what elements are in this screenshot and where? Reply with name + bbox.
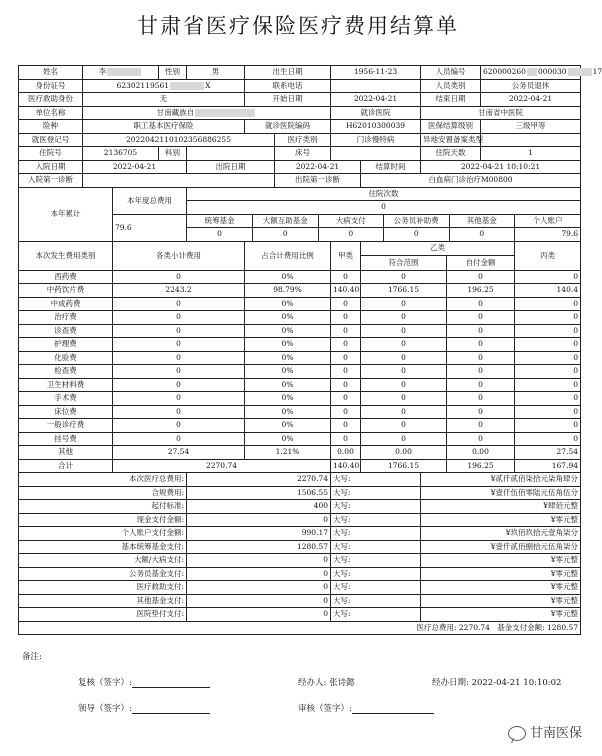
table-row	[19, 311, 581, 325]
fund-header: 大病支付	[318, 215, 384, 228]
table-row	[19, 513, 581, 527]
summary-label: 起付标准:	[19, 500, 187, 514]
fee-name: 护理费	[19, 338, 113, 352]
fee-ratio: 1.21%	[245, 446, 331, 460]
document-title: 甘肃省医疗保险医疗费用结算单	[137, 14, 459, 38]
cell-label: 出生日期	[245, 66, 331, 80]
table-row	[19, 446, 581, 460]
fee-subtotal: 0	[113, 392, 245, 406]
fee-ratio: 0%	[245, 351, 331, 365]
fee-yi-self: 0	[447, 351, 515, 365]
cell-label: 异地安置备案类型	[421, 133, 481, 147]
fee-subtotal: 0	[113, 311, 245, 325]
table-row	[19, 120, 581, 134]
summary-value: 2270.74	[187, 473, 331, 487]
fee-jia: 0	[331, 351, 361, 365]
fee-ratio: 0%	[245, 419, 331, 433]
summary-upper-value: ¥零元整	[421, 581, 581, 595]
diag-out-value: 白血病门诊治疗M00800	[361, 174, 581, 188]
summary-upper-label: 大写:	[331, 594, 421, 608]
table-row	[19, 405, 581, 419]
fund-value: 0	[449, 228, 515, 241]
fee-bing: 0	[515, 419, 581, 433]
cell-label: 医保结算级别	[421, 120, 481, 134]
cell-label: 单位名称	[19, 106, 83, 120]
summary-label: 医疗救助支付:	[19, 581, 187, 595]
phone-value	[331, 79, 421, 93]
table-row	[19, 297, 581, 311]
bottom-total-line: 医疗总费用: 2270.74 基金支付金额: 1280.57	[19, 621, 581, 635]
summary-upper-label: 大写:	[331, 500, 421, 514]
fee-yi-self: 0	[447, 392, 515, 406]
fee-name: 其他	[19, 446, 113, 460]
fee-ratio: 0%	[245, 378, 331, 392]
cell-label: 床号	[275, 147, 331, 161]
fee-name: 卫生材料费	[19, 378, 113, 392]
med-type-value: 门诊慢特病	[331, 133, 421, 147]
summary-value: 0	[187, 594, 331, 608]
summary-upper-value: ¥壹仟伍佰零陆元伍角伍分	[421, 486, 581, 500]
cell-label: 出院日期	[187, 160, 275, 174]
table-row	[19, 567, 581, 581]
annual-funds-values	[187, 228, 580, 241]
fee-header-category: 本次发生费用类别	[19, 241, 113, 270]
table-row	[19, 284, 581, 298]
summary-label: 医院垫付支付:	[19, 608, 187, 622]
summary-upper-label: 大写:	[331, 554, 421, 568]
fee-yi-in: 1766.15	[361, 284, 447, 298]
table-row	[19, 419, 581, 433]
cell-label: 险种	[19, 120, 83, 134]
table-row	[19, 378, 581, 392]
summary-upper-value: ¥肆佰元整	[421, 500, 581, 514]
summary-upper-value: ¥零元整	[421, 554, 581, 568]
fee-jia: 0	[331, 311, 361, 325]
fee-jia: 0	[331, 365, 361, 379]
fee-ratio: 0%	[245, 270, 331, 284]
hosp-code-value: H62010300039	[331, 120, 421, 134]
fee-subtotal: 0	[113, 378, 245, 392]
fee-yi-in: 0	[361, 392, 447, 406]
remark-label: 备注:	[22, 652, 42, 662]
cell-label: 入院第一诊断	[19, 174, 83, 188]
remote-value	[481, 133, 581, 147]
fee-header-yi-in: 符合范围	[361, 256, 447, 271]
cell-label: 身份证号	[19, 79, 83, 93]
fee-ratio: 0%	[245, 405, 331, 419]
summary-label: 公务员基金支付:	[19, 567, 187, 581]
summary-value: 400	[187, 500, 331, 514]
summary-upper-label: 大写:	[331, 540, 421, 554]
end-value: 2022-04-21	[481, 93, 581, 107]
cell-label: 科别	[159, 147, 187, 161]
handle-date: 经办日期: 2022-04-21 10:10:02	[432, 678, 562, 688]
summary-label: 合规费用:	[19, 486, 187, 500]
summary-upper-label: 大写:	[331, 581, 421, 595]
fee-ratio: 0%	[245, 338, 331, 352]
fee-total-yi-in: 1766.15	[361, 459, 447, 473]
fee-name: 床位费	[19, 405, 113, 419]
cell-label: 入院日期	[19, 160, 83, 174]
table-row	[19, 106, 581, 120]
table-row	[19, 608, 581, 622]
fee-name: 治疗费	[19, 311, 113, 325]
table-row	[19, 500, 581, 514]
fee-bing: 140.4	[515, 284, 581, 298]
audit-sign-line[interactable]	[352, 713, 434, 714]
level-value: 三级甲等	[481, 120, 581, 134]
table-row	[19, 473, 581, 487]
fee-name: 化验费	[19, 351, 113, 365]
table-row	[19, 459, 581, 473]
annual-total-value: 79.6	[113, 214, 187, 241]
table-row	[19, 66, 581, 80]
cell-label: 性别	[159, 66, 187, 80]
review-sign-line[interactable]	[132, 687, 210, 688]
fee-bing: 27.54	[515, 446, 581, 460]
audit-signature: 审核（签字）:	[298, 702, 434, 714]
fund-value: 0	[318, 228, 384, 241]
table-row	[19, 554, 581, 568]
fee-ratio: 0%	[245, 324, 331, 338]
table-row	[19, 540, 581, 554]
table-row	[19, 392, 581, 406]
fee-yi-self: 196.25	[447, 284, 515, 298]
fee-subtotal: 2243.2	[113, 284, 245, 298]
table-row	[19, 93, 581, 107]
fee-yi-in: 0	[361, 324, 447, 338]
fee-yi-self: 0	[447, 338, 515, 352]
fee-bing: 0	[515, 378, 581, 392]
fee-ratio: 0%	[245, 392, 331, 406]
fee-bing: 0	[515, 338, 581, 352]
fund-value: 0	[384, 228, 450, 241]
fee-rows	[19, 270, 581, 459]
cell-label: 联系电话	[245, 79, 331, 93]
fund-header: 公务员补助费	[384, 215, 450, 228]
fee-name: 中药饮片费	[19, 284, 113, 298]
summary-value: 0	[187, 567, 331, 581]
fee-subtotal: 0	[113, 432, 245, 446]
fee-name: 西药费	[19, 270, 113, 284]
cell-label: 结算时间	[361, 160, 421, 174]
table-row	[19, 351, 581, 365]
leader-sign-line[interactable]	[132, 713, 210, 714]
fee-bing: 0	[515, 405, 581, 419]
summary-upper-value: ¥零元整	[421, 513, 581, 527]
cell-label: 就医登记号	[19, 133, 83, 147]
watermark	[508, 722, 582, 741]
table-row	[19, 133, 581, 147]
summary-value: 0	[187, 513, 331, 527]
summary-upper-label: 大写:	[331, 608, 421, 622]
settle-time-value: 2022-04-21 10:10:21	[421, 160, 581, 174]
summary-upper-label: 大写:	[331, 513, 421, 527]
cell-label: 人员编号	[421, 66, 481, 80]
fee-bing: 0	[515, 392, 581, 406]
annual-label: 本年累计	[19, 187, 113, 241]
watermark-text: 甘南医保	[529, 726, 582, 741]
annual-funds-head	[187, 215, 580, 228]
id-value: 62302119561 X	[83, 79, 245, 93]
cell-label: 出院第一诊断	[275, 174, 361, 188]
in-date-value: 2022-04-21	[83, 160, 187, 174]
fee-total-subtotal: 2270.74	[113, 459, 331, 473]
fee-jia: 0	[331, 338, 361, 352]
cell-label: 人员类别	[421, 79, 481, 93]
fee-bing: 0	[515, 365, 581, 379]
table-row	[19, 594, 581, 608]
fee-total-bing: 167.94	[515, 459, 581, 473]
fee-yi-self: 0.00	[447, 446, 515, 460]
summary-label: 本次医疗总费用:	[19, 473, 187, 487]
fee-bing: 0	[515, 324, 581, 338]
cell-label: 医疗类别	[275, 133, 331, 147]
fee-jia: 140.40	[331, 284, 361, 298]
table-row	[19, 527, 581, 541]
fee-yi-self: 0	[447, 419, 515, 433]
fee-jia: 0	[331, 378, 361, 392]
fee-subtotal: 0	[113, 297, 245, 311]
hospital-value: 甘南省中医院	[421, 106, 581, 120]
fee-bing: 0	[515, 432, 581, 446]
table-row	[19, 241, 581, 256]
fee-yi-self: 0	[447, 311, 515, 325]
table-row	[19, 621, 581, 635]
summary-upper-label: 大写:	[331, 473, 421, 487]
cell-label: 姓名	[19, 66, 83, 80]
fee-subtotal: 0	[113, 365, 245, 379]
summary-value: 0	[187, 608, 331, 622]
summary-upper-value: ¥零元整	[421, 608, 581, 622]
fee-bing: 0	[515, 351, 581, 365]
summary-upper-value: ¥零元整	[421, 567, 581, 581]
fee-ratio: 0%	[245, 432, 331, 446]
fee-yi-in: 0.00	[361, 446, 447, 460]
insure-value: 职工基本医疗保险	[83, 120, 245, 134]
fee-yi-in: 0	[361, 297, 447, 311]
summary-label: 个人账户支付金额:	[19, 527, 187, 541]
annual-funds-cell	[187, 214, 581, 241]
cell-label: 结束日期	[421, 93, 481, 107]
summary-value: 1506.55	[187, 486, 331, 500]
annual-funds	[187, 215, 580, 241]
fee-jia: 0	[331, 432, 361, 446]
fee-header-yi-self: 自付金额	[447, 256, 515, 271]
fee-jia: 0.00	[331, 446, 361, 460]
dept-value	[187, 147, 275, 161]
annual-visits-label: 住院次数	[187, 187, 581, 201]
fee-yi-in: 0	[361, 405, 447, 419]
summary-value: 990.17	[187, 527, 331, 541]
cell-label: 住院天数	[421, 147, 481, 161]
fee-yi-self: 0	[447, 297, 515, 311]
table-row	[19, 432, 581, 446]
fee-subtotal: 0	[113, 324, 245, 338]
table-row	[19, 270, 581, 284]
chat-bubble-icon	[508, 726, 526, 741]
reg-value: 20220421101023568862​55	[83, 133, 275, 147]
fee-jia: 0	[331, 324, 361, 338]
fee-ratio: 0%	[245, 311, 331, 325]
birth-value: 1956-11-23	[331, 66, 421, 80]
fee-yi-in: 0	[361, 351, 447, 365]
fee-total-name: 合计	[19, 459, 113, 473]
settlement-table	[18, 65, 602, 635]
leader-signature: 领导（签字）:	[78, 702, 210, 714]
table-row	[19, 147, 581, 161]
review-signature: 复核（签字）:	[78, 676, 210, 688]
fee-yi-self: 0	[447, 270, 515, 284]
table-row	[19, 365, 581, 379]
fee-name: 中成药费	[19, 297, 113, 311]
fee-name: 诊查费	[19, 324, 113, 338]
fee-name: 手术费	[19, 392, 113, 406]
fee-yi-in: 0	[361, 365, 447, 379]
summary-upper-value: ¥壹仟贰佰捌拾元伍角柒分	[421, 540, 581, 554]
fee-subtotal: 0	[113, 419, 245, 433]
fee-total-yi-self: 196.25	[447, 459, 515, 473]
fee-yi-self: 0	[447, 405, 515, 419]
fee-jia: 0	[331, 419, 361, 433]
diag-in-value	[83, 174, 275, 188]
fee-subtotal: 0	[113, 338, 245, 352]
start-value: 2022-04-21	[331, 93, 421, 107]
fund-header: 其他基金	[449, 215, 515, 228]
summary-label: 其他基金支付:	[19, 594, 187, 608]
fee-yi-self: 0	[447, 365, 515, 379]
fee-jia: 0	[331, 405, 361, 419]
summary-value: 0	[187, 581, 331, 595]
fee-bing: 0	[515, 311, 581, 325]
fee-header-jia: 甲类	[331, 241, 361, 270]
fee-yi-in: 0	[361, 338, 447, 352]
fee-yi-self: 0	[447, 378, 515, 392]
cell-label: 医疗救助身份	[19, 93, 83, 107]
unit-value: 甘南藏族自	[83, 106, 331, 120]
fee-jia: 0	[331, 392, 361, 406]
fee-header-subtotal: 各类小计费用	[113, 241, 245, 270]
fee-header-yi: 乙类	[361, 241, 515, 256]
summary-rows	[19, 473, 581, 622]
table-row	[19, 581, 581, 595]
summary-upper-label: 大写:	[331, 527, 421, 541]
table-row	[19, 486, 581, 500]
fee-bing: 0	[515, 270, 581, 284]
cell-label: 就诊医院编码	[245, 120, 331, 134]
summary-label: 现金支付金额:	[19, 513, 187, 527]
fund-value: 0	[187, 228, 253, 241]
fee-subtotal: 27.54	[113, 446, 245, 460]
bed-value	[331, 147, 421, 161]
out-date-value: 2022-04-21	[275, 160, 361, 174]
fee-subtotal: 0	[113, 270, 245, 284]
fee-yi-in: 0	[361, 270, 447, 284]
summary-value: 0	[187, 554, 331, 568]
fee-name: 一般诊疗费	[19, 419, 113, 433]
table-row	[19, 160, 581, 174]
summary-upper-value: ¥贰仟贰佰柒拾元柒角肆分	[421, 473, 581, 487]
table-row	[19, 338, 581, 352]
fee-ratio: 0%	[245, 365, 331, 379]
fee-subtotal: 0	[113, 351, 245, 365]
table-row	[19, 79, 581, 93]
fund-value: 79.6	[515, 228, 581, 241]
fee-ratio: 98.79%	[245, 284, 331, 298]
name-value: 李	[83, 66, 159, 80]
fee-yi-in: 0	[361, 419, 447, 433]
fee-yi-self: 0	[447, 324, 515, 338]
handler: 经办人: 张诗懿	[298, 678, 355, 688]
summary-label: 大额/大病支付:	[19, 554, 187, 568]
fee-header-ratio: 占合计费用比例	[245, 241, 331, 270]
summary-upper-label: 大写:	[331, 486, 421, 500]
summary-value: 1280.57	[187, 540, 331, 554]
fee-yi-in: 0	[361, 311, 447, 325]
annual-visits-value: 0	[187, 201, 581, 215]
fee-header-bing: 丙类	[515, 241, 581, 270]
fee-yi-self: 0	[447, 432, 515, 446]
cell-label: 开始日期	[245, 93, 331, 107]
table-row	[19, 174, 581, 188]
summary-upper-value: ¥零元整	[421, 594, 581, 608]
fee-jia: 0	[331, 297, 361, 311]
person-type-value: 公务员退休	[481, 79, 581, 93]
fund-header: 个人账户	[515, 215, 581, 228]
days-value: 1	[481, 147, 581, 161]
fee-yi-in: 0	[361, 432, 447, 446]
summary-upper-label: 大写:	[331, 567, 421, 581]
cell-label: 就诊医院	[331, 106, 421, 120]
fund-header: 统筹基金	[187, 215, 253, 228]
gender-value: 男	[187, 66, 245, 80]
fee-jia: 0	[331, 270, 361, 284]
table-row	[19, 324, 581, 338]
fee-bing: 0	[515, 297, 581, 311]
table-row	[19, 187, 581, 201]
fee-yi-in: 0	[361, 378, 447, 392]
fee-ratio: 0%	[245, 297, 331, 311]
summary-label: 基本统筹基金支付:	[19, 540, 187, 554]
person-no-value: 620000260 000030 17	[481, 66, 581, 80]
annual-total-label: 本年度总费用	[113, 187, 187, 214]
fee-subtotal: 0	[113, 405, 245, 419]
fee-total-jia: 140.40	[331, 459, 361, 473]
fund-value: 0	[253, 228, 319, 241]
cell-label: 住院号	[19, 147, 83, 161]
fund-header: 大额互助基金	[253, 215, 319, 228]
fee-name: 检查费	[19, 365, 113, 379]
inpatient-no-value: 2136705	[83, 147, 159, 161]
fee-name: 挂号费	[19, 432, 113, 446]
aid-value: 无	[83, 93, 245, 107]
summary-upper-value: ¥玖佰玖拾元壹角柒分	[421, 527, 581, 541]
